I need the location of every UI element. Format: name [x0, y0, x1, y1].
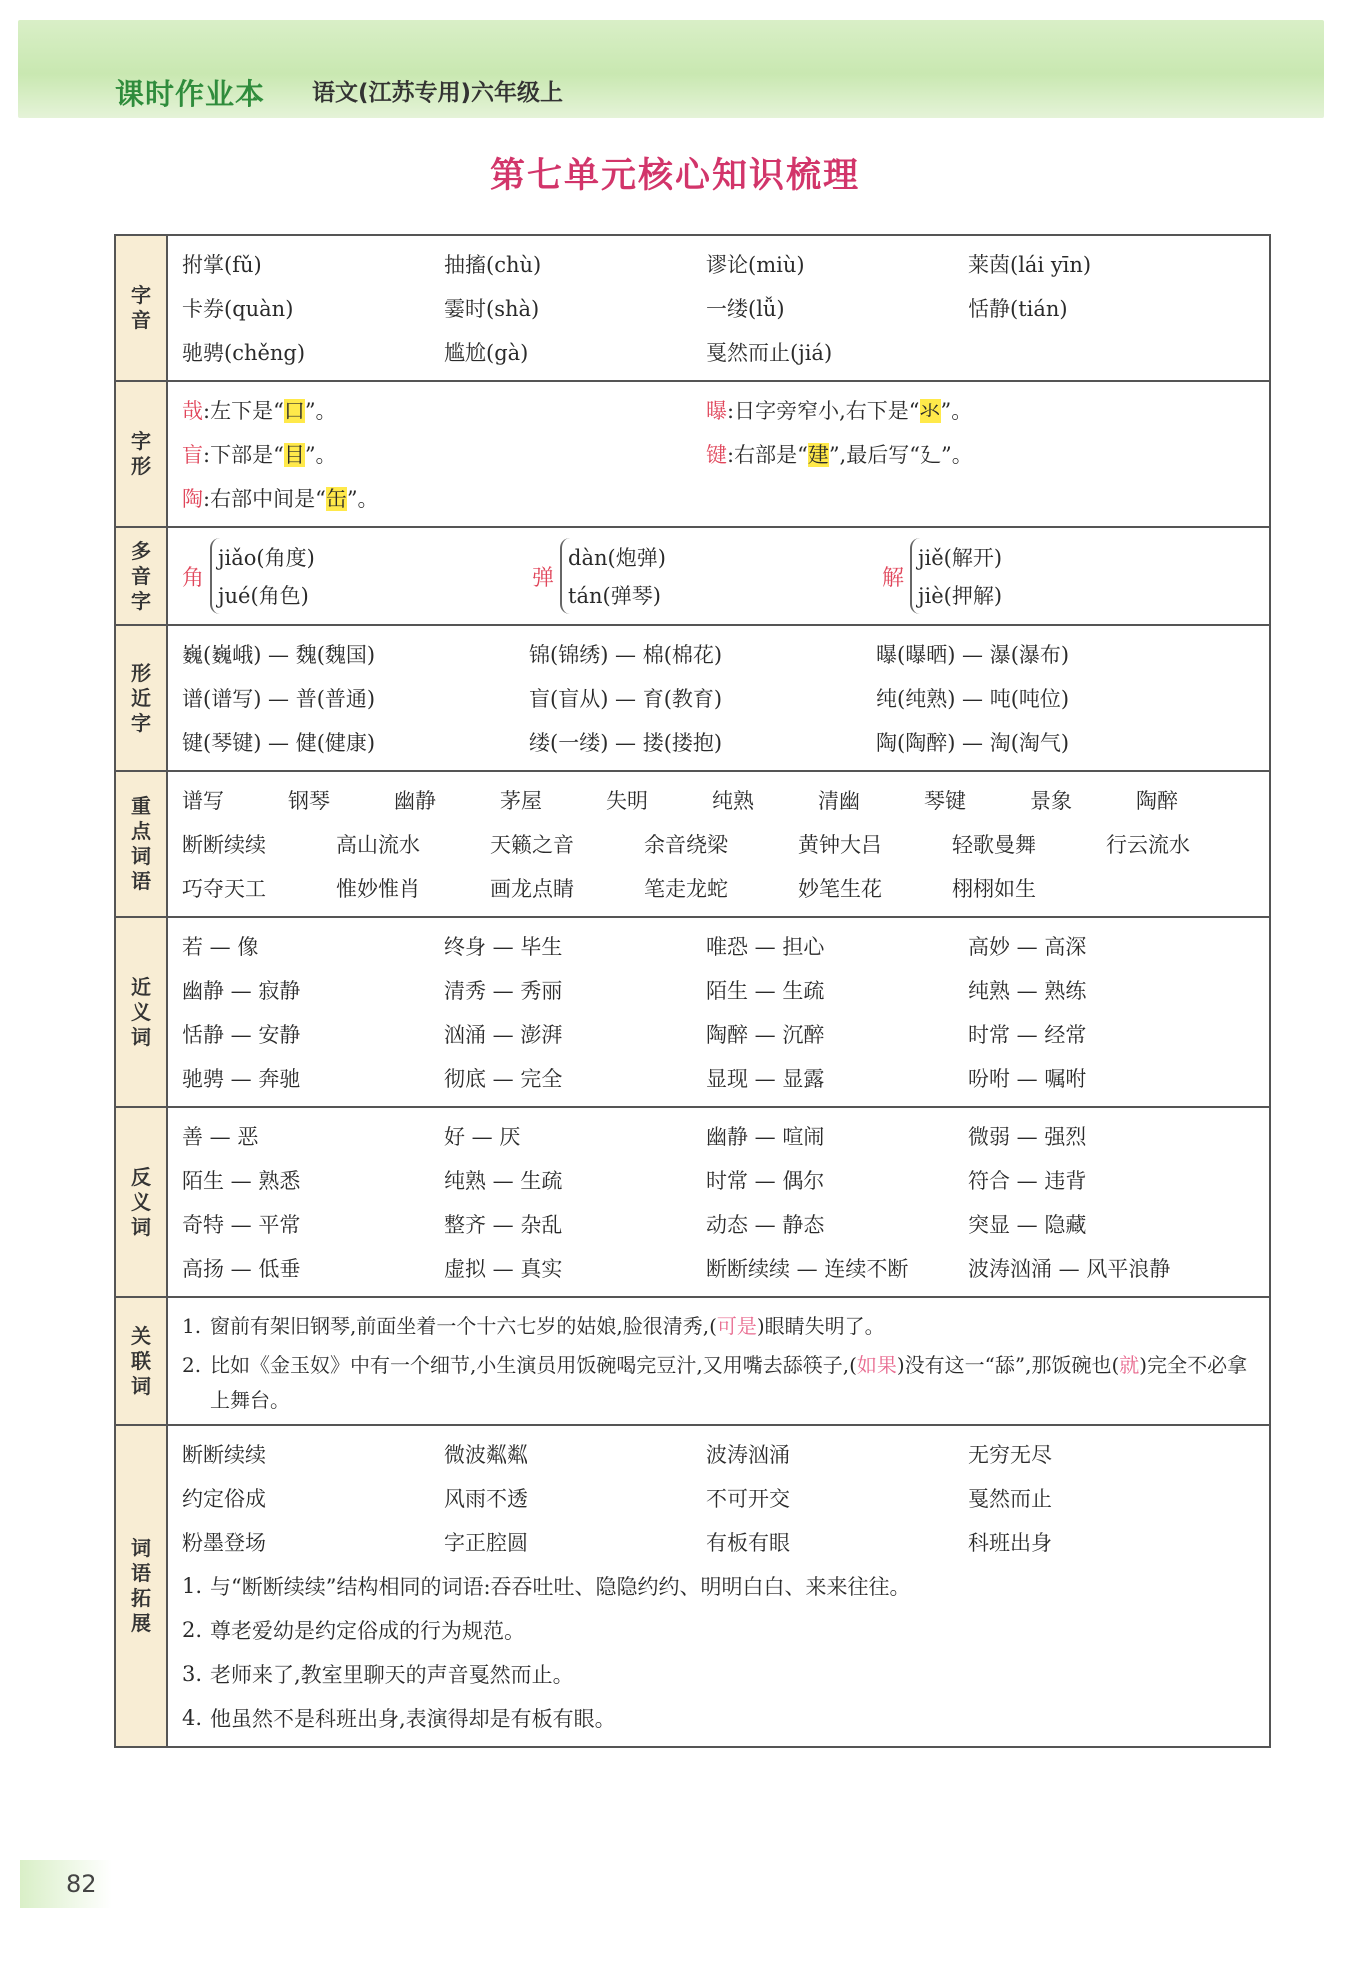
page-number-tab	[20, 1860, 112, 1908]
synonym-row: 恬静 — 安静 汹涌 — 澎湃 陶醉 — 沉醉 时常 — 经常	[182, 1023, 1087, 1047]
knowledge-table	[114, 234, 1271, 1748]
synonym-row: 幽静 — 寂静 清秀 — 秀丽 陌生 — 生疏 纯熟 — 熟练	[182, 979, 1087, 1003]
idiom-row: 约定俗成 风雨不透 不可开交 戛然而止	[182, 1487, 1052, 1511]
section-content	[167, 1107, 1270, 1297]
section-duo-yin	[115, 527, 1270, 625]
glyph-note: 曝:日字旁窄小,右下是“氺”。	[706, 399, 973, 423]
section-zi-yin	[115, 235, 1270, 381]
glyph-note: 哉:左下是“口”。	[182, 399, 337, 423]
page-title: 第七单元核心知识梳理	[489, 156, 860, 196]
example-sentence: 3. 老师来了,教室里聊天的声音戛然而止。	[182, 1662, 574, 1687]
section-guan-lian	[115, 1297, 1270, 1425]
glyph-row	[182, 432, 1257, 476]
pinyin-row: 驰骋(chěng) 尴尬(gà) 戛然而止(jiá)	[182, 341, 833, 365]
glyph-row	[182, 388, 1257, 432]
idiom-row: 粉墨登场 字正腔圆 有板有眼 科班出身	[182, 1531, 1052, 1555]
section-content	[167, 1425, 1270, 1747]
example-sentence: 1. 与“断断续续”结构相同的词语:吞吞吐吐、隐隐约约、明明白白、来来往往。	[182, 1574, 911, 1599]
example-sentence: 2. 尊老爱幼是约定俗成的行为规范。	[182, 1618, 525, 1643]
section-content	[167, 771, 1270, 917]
similar-char-row: 巍(巍峨) — 魏(魏国) 锦(锦绣) — 棉(棉花) 曝(曝晒) — 瀑(瀑布)	[182, 643, 1070, 667]
antonym-row: 奇特 — 平常 整齐 — 杂乱 动态 — 静态 突显 — 隐藏	[182, 1213, 1087, 1237]
polyphone-item: 弹 dàn(炮弹) tán(弹琴)	[532, 538, 882, 614]
keyword-row: 谱写 钢琴 幽静 茅屋 失明 纯熟 清幽 琴键 景象 陶醉	[182, 789, 1178, 813]
keyword-row: 断断续续 高山流水 天籁之音 余音绕梁 黄钟大吕 轻歌曼舞 行云流水	[182, 833, 1190, 857]
section-xing-jin	[115, 625, 1270, 771]
section-label: 重 点 词 语	[115, 771, 167, 917]
section-content	[167, 917, 1270, 1107]
pinyin-row: 卡券(quàn) 霎时(shà) 一缕(lǚ) 恬静(tián)	[182, 297, 1068, 321]
polyphone-item: 角 jiǎo(角度) jué(角色)	[182, 538, 532, 614]
section-label: 近 义 词	[115, 917, 167, 1107]
polyphone-item: 解 jiě(解开) jiè(押解)	[882, 538, 1002, 614]
section-label: 词 语 拓 展	[115, 1425, 167, 1747]
section-fan-yi	[115, 1107, 1270, 1297]
synonym-row: 若 — 像 终身 — 毕生 唯恐 — 担心 高妙 — 高深	[182, 935, 1087, 959]
section-label: 字 音	[115, 235, 167, 381]
section-label: 形 近 字	[115, 625, 167, 771]
synonym-row: 驰骋 — 奔驰 彻底 — 完全 显现 — 显露 吩咐 — 嘱咐	[182, 1067, 1087, 1091]
glyph-note: 键:右部是“建”,最后写“廴”。	[706, 443, 973, 467]
pinyin-row: 拊掌(fǔ) 抽搐(chù) 谬论(miù) 莱茵(lái yīn)	[182, 253, 1092, 277]
section-label: 字 形	[115, 381, 167, 527]
page-number: 82	[66, 1870, 97, 1898]
antonym-row: 陌生 — 熟悉 纯熟 — 生疏 时常 — 偶尔 符合 — 违背	[182, 1169, 1087, 1193]
antonym-row: 善 — 恶 好 — 厌 幽静 — 喧闹 微弱 — 强烈	[182, 1125, 1087, 1149]
antonym-row: 高扬 — 低垂 虚拟 — 真实 断断续续 — 连续不断 波涛汹涌 — 风平浪静	[182, 1257, 1171, 1281]
similar-char-row: 键(琴键) — 健(健康) 缕(一缕) — 搂(搂抱) 陶(陶醉) — 淘(淘气)	[182, 731, 1070, 755]
section-ci-yu	[115, 1425, 1270, 1747]
keyword-row: 巧夺天工 惟妙惟肖 画龙点睛 笔走龙蛇 妙笔生花 栩栩如生	[182, 877, 1036, 901]
section-zi-xing	[115, 381, 1270, 527]
section-content	[167, 625, 1270, 771]
example-sentence: 4. 他虽然不是科班出身,表演得却是有板有眼。	[182, 1706, 616, 1731]
conjunction-sentence: 1. 窗前有架旧钢琴,前面坐着一个十六七岁的姑娘,脸很清秀,(可是)眼睛失明了。	[182, 1313, 885, 1338]
book-title: 课时作业本	[115, 77, 266, 111]
section-label: 反 义 词	[115, 1107, 167, 1297]
book-subtitle: 语文(江苏专用)六年级上	[312, 80, 564, 106]
section-zhong-dian	[115, 771, 1270, 917]
section-content	[167, 381, 1270, 527]
glyph-row	[182, 476, 1257, 520]
section-content	[167, 527, 1270, 625]
similar-char-row: 谱(谱写) — 普(普通) 盲(盲从) — 育(教育) 纯(纯熟) — 吨(吨位)	[182, 687, 1070, 711]
conjunction-sentence: 2. 比如《金玉奴》中有一个细节,小生演员用饭碗喝完豆汁,又用嘴去舔筷子,(如果)没有这一“舔”,那饭碗也(就)完全不必拿上舞台。	[182, 1353, 1248, 1412]
idiom-row: 断断续续 微波粼粼 波涛汹涌 无穷无尽	[182, 1443, 1052, 1467]
section-label: 关 联 词	[115, 1297, 167, 1425]
section-jin-yi	[115, 917, 1270, 1107]
section-content	[167, 1297, 1270, 1425]
section-content	[167, 235, 1270, 381]
glyph-note: 陶:右部中间是“缶”。	[182, 487, 379, 511]
glyph-note: 盲:下部是“目”。	[182, 443, 337, 467]
section-label: 多 音 字	[115, 527, 167, 625]
